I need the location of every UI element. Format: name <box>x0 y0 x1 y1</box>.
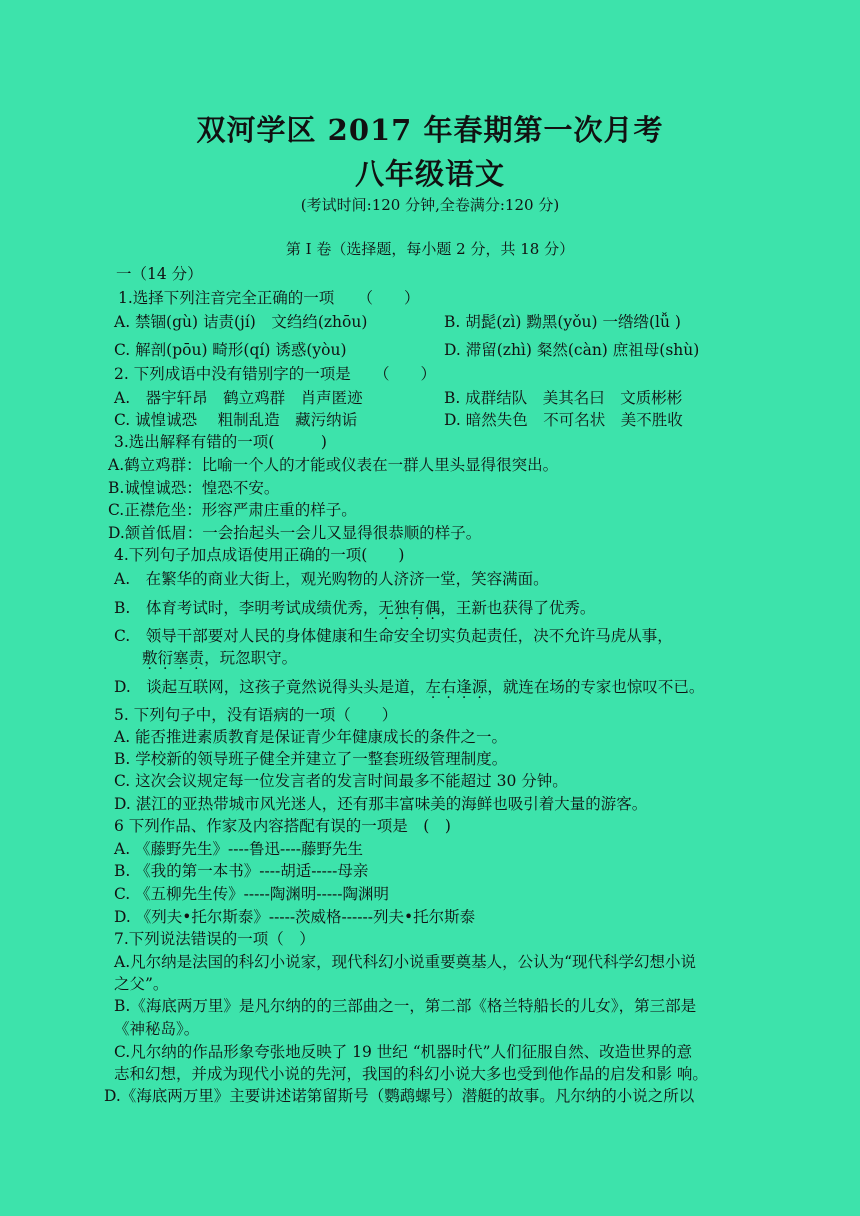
question-7-option-b-line-1: B.《海底两万里》是凡尔纳的的三部曲之一，第二部《格兰特船长的儿女》，第三部是 <box>114 997 697 1015</box>
question-7-option-c-line-2: 志和幻想，并成为现代小说的先河，我国的科幻小说大多也受到他作品的启发和影 响。 <box>114 1065 708 1083</box>
question-2-option-b: B. 成群结队 美其名曰 文质彬彬 <box>444 389 683 407</box>
question-1-option-c: C. 解剖(pōu) 畸形(qí) 诱惑(yòu) <box>114 341 347 359</box>
question-1-option-a: A. 禁锢(gù) 诘责(jí) 文绉绉(zhōu) <box>114 313 368 331</box>
emphasized-idiom: 无独有偶 <box>378 599 441 617</box>
question-3-stem: 3.选出解释有错的一项( ) <box>114 433 327 451</box>
question-3-option-b: B.诚惶诚恐：惶恐不安。 <box>108 479 280 497</box>
question-7-stem: 7.下列说法错误的一项（ ） <box>114 930 315 948</box>
question-4-option-a: A. 在繁华的商业大街上，观光购物的人济济一堂，笑容满面。 <box>114 570 549 588</box>
question-7-option-a-line-2: 之父”。 <box>114 975 169 993</box>
question-4-option-c-line-1: C. 领导干部要对人民的身体健康和生命安全切实负起责任，决不允许马虎从事， <box>114 627 673 645</box>
question-7-option-d-line-1: D.《海底两万里》主要讲述诺第留斯号（鹦鹉螺号）潜艇的故事。凡尔纳的小说之所以 <box>104 1087 695 1105</box>
question-1-stem: 1.选择下列注音完全正确的一项 （ ） <box>118 289 420 307</box>
section-heading: 一（14 分） <box>116 265 203 283</box>
question-1-option-d: D. 滞留(zhì) 粲然(càn) 庶祖母(shù) <box>444 341 700 359</box>
question-4-stem: 4.下列句子加点成语使用正确的一项( ) <box>114 546 405 564</box>
emphasized-idiom: 左右逢源 <box>425 678 488 696</box>
question-1-option-b: B. 胡髭(zì) 黝黑(yǒu) 一绺绺(lǚ ) <box>444 313 681 331</box>
question-6-option-b: B. 《我的第一本书》----胡适-----母亲 <box>114 862 369 880</box>
question-2-stem: 2. 下列成语中没有错别字的一项是 （ ） <box>114 365 436 383</box>
question-4-option-d: D. 谈起互联网，这孩子竟然说得头头是道，左右逢源，就连在场的专家也惊叹不已。 <box>114 678 705 696</box>
exam-title: 双河学区 2017 年春期第一次月考 <box>196 113 664 147</box>
question-5-option-c: C. 这次会议规定每一位发言者的发言时间最多不能超过 30 分钟。 <box>114 772 568 790</box>
question-5-option-d: D. 湛江的亚热带城市风光迷人，还有那丰富味美的海鲜也吸引着大量的游客。 <box>114 795 648 813</box>
exam-subtitle: 八年级语文 <box>354 157 505 191</box>
question-6-stem: 6 下列作品、作家及内容搭配有误的一项是 ( ) <box>114 817 451 835</box>
question-6-option-a: A. 《藤野先生》----鲁迅----藤野先生 <box>114 840 363 858</box>
question-2-option-a: A. 器宇轩昂 鹤立鸡群 肖声匿迹 <box>114 389 363 407</box>
question-4-option-c-line-2: 敷衍塞责，玩忽职守。 <box>142 649 298 667</box>
volume-heading: 第 I 卷（选择题，每小题 2 分，共 18 分） <box>285 240 575 258</box>
question-7-option-c-line-1: C.凡尔纳的作品形象夸张地反映了 19 世纪 “机器时代”人们征服自然、改造世界的意 <box>114 1043 693 1061</box>
question-6-option-c: C. 《五柳先生传》-----陶渊明-----陶渊明 <box>114 885 390 903</box>
question-7-option-b-line-2: 《神秘岛》。 <box>114 1020 200 1038</box>
question-3-option-d: D.颔首低眉：一会抬起头一会儿又显得很恭顺的样子。 <box>108 524 482 542</box>
question-5-stem: 5. 下列句子中，没有语病的一项（ ） <box>114 706 398 724</box>
question-5-option-a: A. 能否推进素质教育是保证青少年健康成长的条件之一。 <box>114 728 508 746</box>
emphasized-idiom: 敷衍塞责 <box>142 649 205 667</box>
question-2-option-c: C. 诚惶诚恐 粗制乱造 藏污纳诟 <box>114 411 358 429</box>
question-3-option-c: C.正襟危坐：形容严肃庄重的样子。 <box>108 501 357 519</box>
question-4-option-b: B. 体育考试时，李明考试成绩优秀，无独有偶，王新也获得了优秀。 <box>114 599 596 617</box>
question-6-option-d: D. 《列夫•托尔斯泰》-----茨威格------列夫•托尔斯泰 <box>114 908 476 926</box>
question-5-option-b: B. 学校新的领导班子健全并建立了一整套班级管理制度。 <box>114 750 508 768</box>
question-3-option-a: A.鹤立鸡群：比喻一个人的才能或仪表在一群人里头显得很突出。 <box>108 456 559 474</box>
exam-info: (考试时间:120 分钟,全卷满分:120 分) <box>300 196 560 214</box>
question-2-option-d: D. 暗然失色 不可名状 美不胜收 <box>444 411 683 429</box>
question-7-option-a-line-1: A.凡尔纳是法国的科幻小说家，现代科幻小说重要奠基人，公认为“现代科学幻想小说 <box>114 953 697 971</box>
